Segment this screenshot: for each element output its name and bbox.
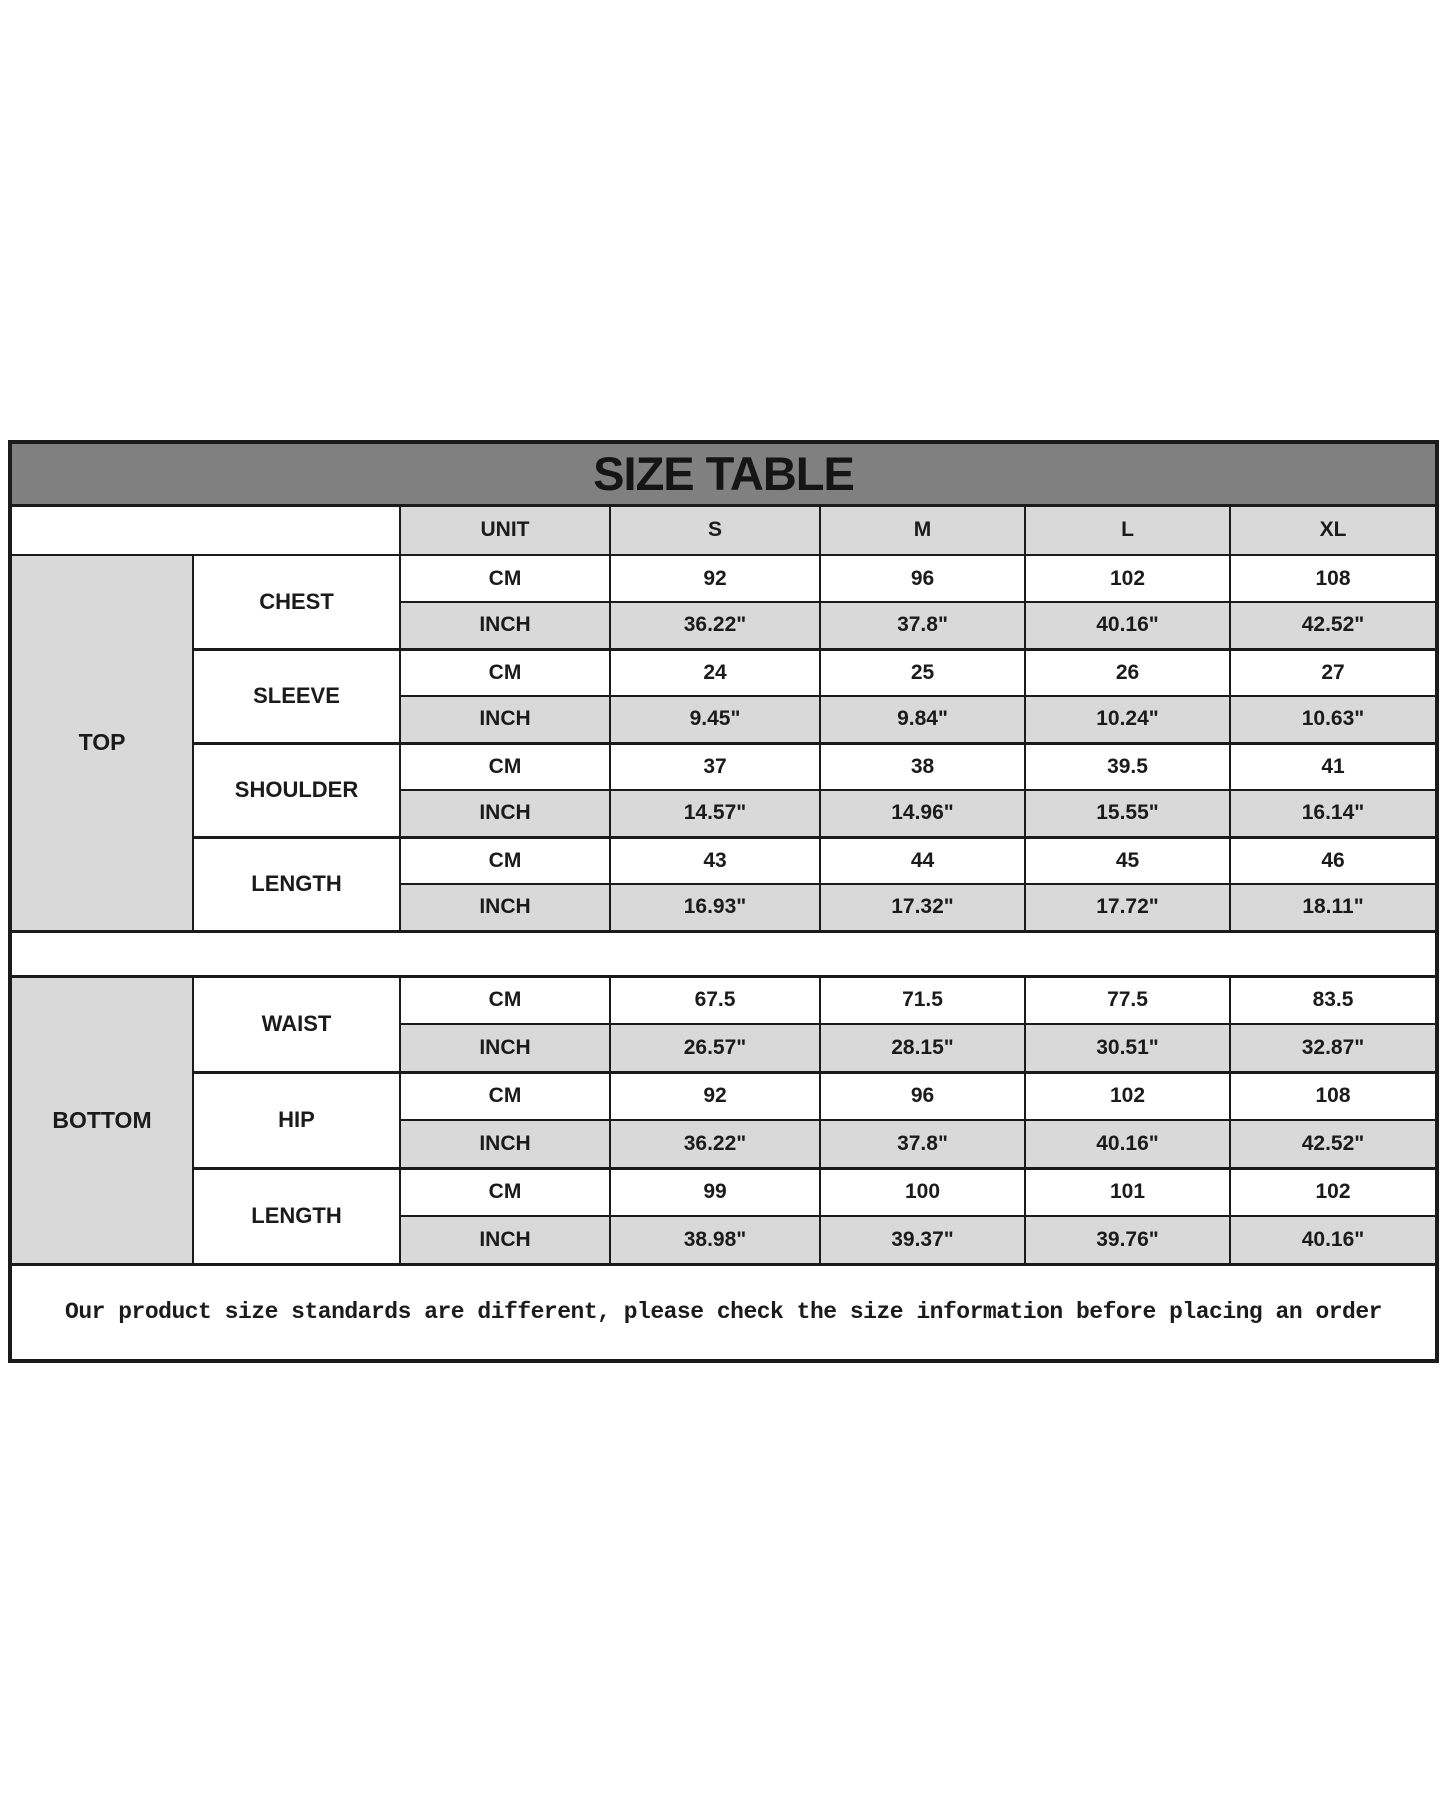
value-cell: 30.51" xyxy=(1025,1024,1230,1072)
value-cell: 71.5 xyxy=(820,976,1025,1024)
value-cell: 28.15" xyxy=(820,1024,1025,1072)
value-cell: 43 xyxy=(610,837,820,884)
unit-label-inch: INCH xyxy=(400,790,610,837)
value-cell: 27 xyxy=(1230,649,1437,696)
row-label-hip: HIP xyxy=(193,1072,400,1168)
value-cell: 39.76" xyxy=(1025,1216,1230,1264)
value-cell: 14.96" xyxy=(820,790,1025,837)
value-cell: 102 xyxy=(1025,555,1230,602)
footer-note: Our product size standards are different, please check the size information before placing an order xyxy=(10,1264,1437,1361)
value-cell: 32.87" xyxy=(1230,1024,1437,1072)
unit-label-cm: CM xyxy=(400,976,610,1024)
value-cell: 10.24" xyxy=(1025,696,1230,743)
header-empty-cell xyxy=(10,505,400,555)
size-table-grid xyxy=(8,440,1439,1363)
value-cell: 100 xyxy=(820,1168,1025,1216)
value-cell: 67.5 xyxy=(610,976,820,1024)
col-header-unit: UNIT xyxy=(400,505,610,555)
value-cell: 40.16" xyxy=(1025,1120,1230,1168)
value-cell: 24 xyxy=(610,649,820,696)
section-label-bottom: BOTTOM xyxy=(10,976,193,1264)
value-cell: 38.98" xyxy=(610,1216,820,1264)
value-cell: 36.22" xyxy=(610,602,820,649)
value-cell: 92 xyxy=(610,555,820,602)
col-header-xl: XL xyxy=(1230,505,1437,555)
row-label-chest: CHEST xyxy=(193,555,400,649)
value-cell: 39.37" xyxy=(820,1216,1025,1264)
value-cell: 38 xyxy=(820,743,1025,790)
row-label-waist: WAIST xyxy=(193,976,400,1072)
value-cell: 16.14" xyxy=(1230,790,1437,837)
value-cell: 25 xyxy=(820,649,1025,696)
value-cell: 41 xyxy=(1230,743,1437,790)
value-cell: 16.93" xyxy=(610,884,820,931)
col-header-s: S xyxy=(610,505,820,555)
value-cell: 15.55" xyxy=(1025,790,1230,837)
col-header-m: M xyxy=(820,505,1025,555)
unit-label-cm: CM xyxy=(400,837,610,884)
row-label-sleeve: SLEEVE xyxy=(193,649,400,743)
section-separator xyxy=(10,931,1437,976)
value-cell: 9.84" xyxy=(820,696,1025,743)
section-label-top: TOP xyxy=(10,555,193,931)
value-cell: 45 xyxy=(1025,837,1230,884)
value-cell: 42.52" xyxy=(1230,602,1437,649)
col-header-l: L xyxy=(1025,505,1230,555)
unit-label-inch: INCH xyxy=(400,602,610,649)
unit-label-cm: CM xyxy=(400,1072,610,1120)
value-cell: 36.22" xyxy=(610,1120,820,1168)
value-cell: 96 xyxy=(820,555,1025,602)
value-cell: 42.52" xyxy=(1230,1120,1437,1168)
value-cell: 44 xyxy=(820,837,1025,884)
unit-label-inch: INCH xyxy=(400,1120,610,1168)
value-cell: 39.5 xyxy=(1025,743,1230,790)
value-cell: 37.8" xyxy=(820,602,1025,649)
unit-label-inch: INCH xyxy=(400,1024,610,1072)
value-cell: 99 xyxy=(610,1168,820,1216)
size-table-title: SIZE TABLE xyxy=(10,442,1437,505)
value-cell: 102 xyxy=(1230,1168,1437,1216)
unit-label-cm: CM xyxy=(400,555,610,602)
value-cell: 77.5 xyxy=(1025,976,1230,1024)
value-cell: 96 xyxy=(820,1072,1025,1120)
unit-label-cm: CM xyxy=(400,743,610,790)
unit-label-inch: INCH xyxy=(400,1216,610,1264)
value-cell: 17.72" xyxy=(1025,884,1230,931)
row-label-shoulder: SHOULDER xyxy=(193,743,400,837)
row-label-length-top: LENGTH xyxy=(193,837,400,931)
value-cell: 46 xyxy=(1230,837,1437,884)
size-table xyxy=(8,440,1435,1363)
value-cell: 108 xyxy=(1230,555,1437,602)
row-label-length-bottom: LENGTH xyxy=(193,1168,400,1264)
value-cell: 18.11" xyxy=(1230,884,1437,931)
value-cell: 26 xyxy=(1025,649,1230,696)
value-cell: 37 xyxy=(610,743,820,790)
unit-label-inch: INCH xyxy=(400,696,610,743)
value-cell: 37.8" xyxy=(820,1120,1025,1168)
unit-label-cm: CM xyxy=(400,1168,610,1216)
value-cell: 9.45" xyxy=(610,696,820,743)
unit-label-cm: CM xyxy=(400,649,610,696)
value-cell: 17.32" xyxy=(820,884,1025,931)
value-cell: 14.57" xyxy=(610,790,820,837)
value-cell: 101 xyxy=(1025,1168,1230,1216)
value-cell: 40.16" xyxy=(1025,602,1230,649)
value-cell: 83.5 xyxy=(1230,976,1437,1024)
value-cell: 108 xyxy=(1230,1072,1437,1120)
unit-label-inch: INCH xyxy=(400,884,610,931)
value-cell: 26.57" xyxy=(610,1024,820,1072)
value-cell: 40.16" xyxy=(1230,1216,1437,1264)
value-cell: 92 xyxy=(610,1072,820,1120)
value-cell: 102 xyxy=(1025,1072,1230,1120)
value-cell: 10.63" xyxy=(1230,696,1437,743)
